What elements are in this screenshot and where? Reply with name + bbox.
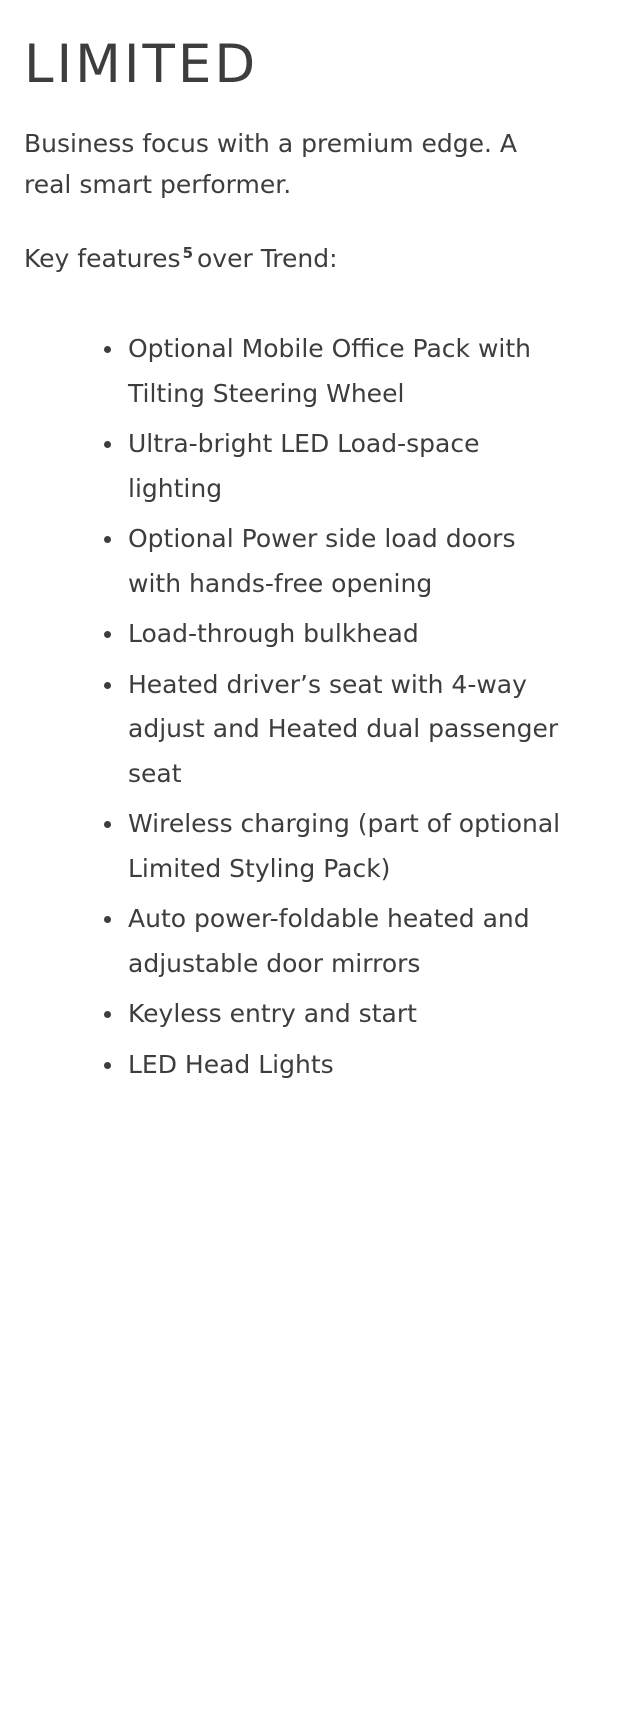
list-item: Optional Power side load doors with hands-free opening xyxy=(104,517,574,606)
list-item: Wireless charging (part of optional Limited Styling Pack) xyxy=(104,802,574,891)
key-features-prefix: Key features xyxy=(24,244,181,274)
key-features-heading xyxy=(24,239,620,279)
list-item: Heated driver’s seat with 4-way adjust and Heated dual passenger seat xyxy=(104,663,574,797)
list-item: Auto power-foldable heated and adjustable door mirrors xyxy=(104,897,574,986)
intro-paragraph: Business focus with a premium edge. A real smart performer. xyxy=(24,129,518,199)
key-features-suffix: over Trend: xyxy=(197,244,338,274)
list-item: Ultra-bright LED Load-space lighting xyxy=(104,422,574,511)
list-item: Keyless entry and start xyxy=(104,992,574,1037)
list-item: LED Head Lights xyxy=(104,1043,574,1088)
page-title: LIMITED xyxy=(24,34,259,95)
list-item: Optional Mobile Office Pack with Tilting Steering Wheel xyxy=(104,327,574,416)
footnote-marker: 5 xyxy=(182,243,193,262)
feature-list xyxy=(24,327,620,1087)
list-item: Load-through bulkhead xyxy=(104,612,574,657)
